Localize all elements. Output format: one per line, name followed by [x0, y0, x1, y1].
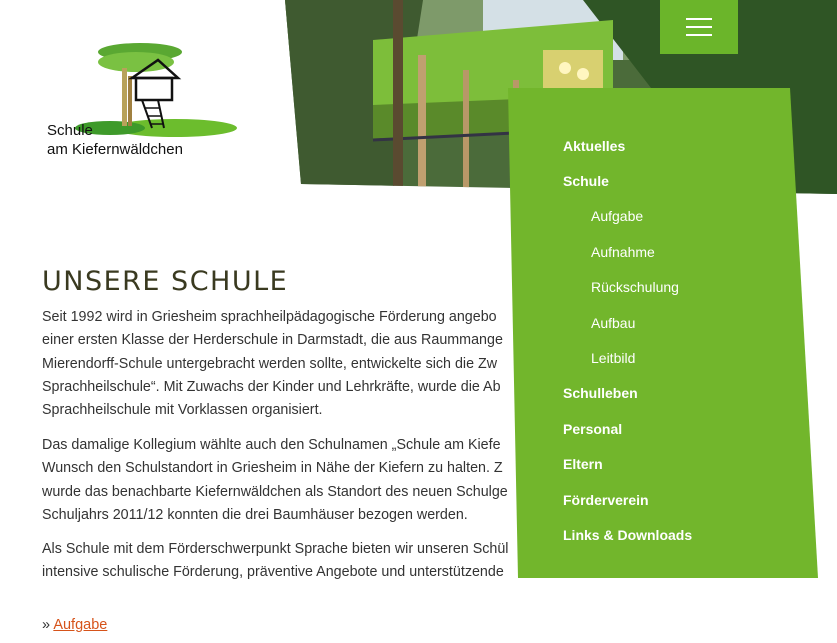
page-title: UNSERE SCHULE — [42, 266, 289, 298]
nav-item-links-downloads[interactable]: Links & Downloads — [563, 526, 693, 543]
nav-item-aufnahme[interactable]: Aufnahme — [591, 243, 655, 260]
nav-menu — [563, 128, 692, 553]
school-logo[interactable] — [40, 38, 250, 168]
nav-item-aufgabe[interactable]: Aufgabe — [591, 208, 644, 225]
paragraph-line: Schuljahrs 2011/12 konnten die drei Baumhäuser bezogen werden. — [42, 506, 468, 523]
logo-text-line1: Schule — [47, 122, 93, 139]
paragraph-line: Seit 1992 wird in Griesheim sprachheilpädagogische Förderung angebo — [42, 309, 497, 325]
logo-text-line2: am Kiefernwäldchen — [47, 141, 183, 158]
link-aufgabe[interactable]: Aufgabe — [53, 617, 108, 633]
nav-item-eltern[interactable]: Eltern — [563, 456, 603, 473]
nav-item-schule[interactable]: Schule — [563, 173, 609, 190]
menu-toggle-button[interactable] — [660, 0, 738, 54]
paragraph-line: Das damalige Kollegium wählte auch den Schulnamen „Schule am Kiefe — [42, 437, 501, 453]
paragraph-history — [42, 306, 542, 424]
paragraph-line: Mierendorff-Schule untergebracht werden sollte, entwickelte sich die Zw — [42, 355, 498, 372]
nav-item-aufbau[interactable]: Aufbau — [591, 314, 636, 331]
more-link-row — [42, 617, 107, 633]
nav-item-aktuelles[interactable]: Aktuelles — [563, 137, 626, 154]
hamburger-icon-bar — [686, 34, 712, 36]
paragraph-school-name — [42, 434, 542, 528]
paragraph-line: intensive schulische Förderung, präventive Angebote und unterstützende — [42, 564, 504, 581]
paragraph-line: wurde das benachbarte Kiefernwäldchen als Standort des neuen Schulge — [42, 483, 508, 500]
paragraph-line: einer ersten Klasse der Herderschule in Darmstadt, die aus Raummange — [42, 332, 503, 349]
hamburger-icon-bar — [686, 26, 712, 28]
nav-item-personal[interactable]: Personal — [563, 420, 623, 437]
paragraph-line: Sprachheilschule mit Vorklassen organisiert. — [42, 402, 323, 419]
paragraph-profile — [42, 538, 542, 585]
nav-item-leitbild[interactable]: Leitbild — [591, 350, 636, 367]
nav-item-schulleben[interactable]: Schulleben — [563, 385, 638, 402]
nav-item-förderverein[interactable]: Förderverein — [563, 491, 649, 508]
paragraph-line: Wunsch den Schulstandort in Griesheim in Nähe der Kiefern zu halten. Z — [42, 460, 503, 477]
hamburger-icon — [686, 18, 712, 20]
paragraph-line: Als Schule mit dem Förderschwerpunkt Sprache bieten wir unseren Schül — [42, 541, 509, 557]
more-link-prefix: » — [42, 617, 51, 633]
paragraph-line: Sprachheilschule“. Mit Zuwachs der Kinder und Lehrkräfte, wurde die Ab — [42, 378, 501, 395]
nav-item-rückschulung[interactable]: Rückschulung — [591, 279, 679, 296]
